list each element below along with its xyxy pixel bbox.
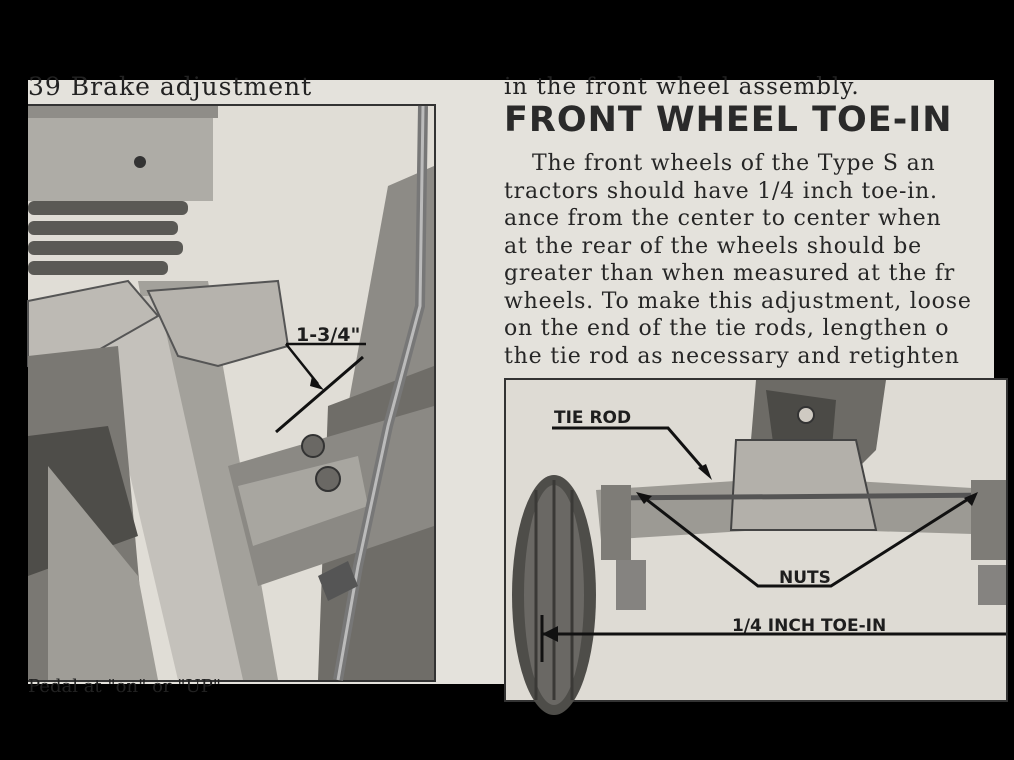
brake-figure-bottom-caption: Pedal at "on" or "UP"	[28, 676, 222, 697]
section-body	[504, 150, 1004, 370]
nuts-label: NUTS	[779, 568, 831, 588]
brake-photo-illustration	[28, 106, 434, 680]
tie-rod-label: TIE ROD	[554, 408, 632, 428]
body-line: wheels. To make this adjustment, loose	[504, 288, 972, 314]
manual-page	[28, 72, 994, 697]
body-line: on the end of the tie rods, lengthen o	[504, 316, 950, 341]
body-line: The front wheels of the Type S an	[532, 151, 936, 176]
measurement-label: 1-3/4"	[296, 324, 361, 346]
body-line: greater than when measured at the fr	[504, 261, 956, 286]
section-heading: FRONT WHEEL TOE-IN	[504, 100, 953, 140]
body-line: the tie rod as necessary and retighten	[504, 343, 960, 369]
body-line: ance from the center to center when	[504, 206, 942, 231]
body-line: tractors should have 1/4 inch toe-in.	[504, 178, 938, 204]
toe-in-diagram-photo	[504, 378, 1008, 702]
front-axle-illustration	[506, 380, 1006, 700]
body-line: at the rear of the wheels should be	[504, 233, 922, 259]
brake-figure-caption: 39 Brake adjustment	[28, 72, 313, 101]
brake-adjustment-photo	[28, 104, 436, 682]
toe-in-label: 1/4 INCH TOE-IN	[732, 616, 887, 636]
previous-paragraph-end: in the front wheel assembly.	[504, 74, 860, 100]
